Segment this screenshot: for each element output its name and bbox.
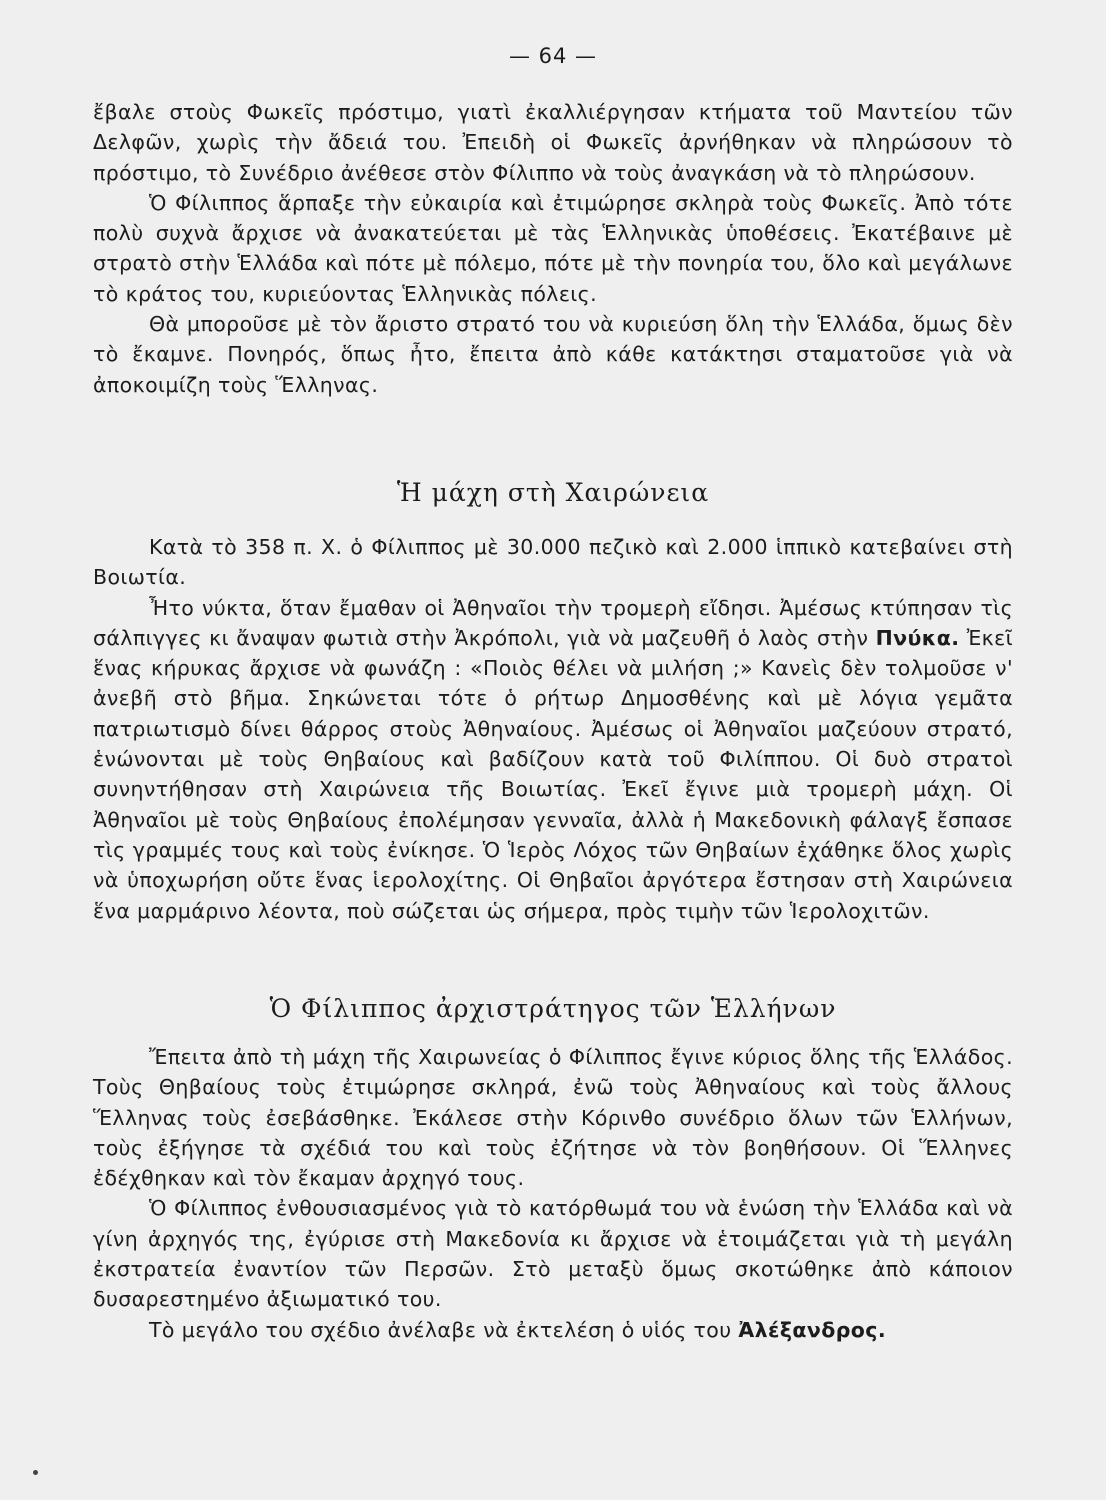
paragraph: Ἔπειτα ἀπὸ τὴ μάχη τῆς Χαιρωνείας ὁ Φίλιππος ἔγινε κύριος ὅλης τῆς Ἑλλάδος. Τοὺς Θηβαίους τοὺς ἐτιμώρησε σκληρά, ἐνῶ τοὺς Ἀθηναίους καὶ τοὺς ἄλλους Ἕλληνας τοὺς ἐσεβάσθηκε. Ἐκάλεσε στὴν Κόρινθο συνέδριο ὅλων τῶν Ἑλλήνων, τοὺς ἐξήγησε τὰ σχέδιά του καὶ τοὺς ἐζήτησε νὰ τὸν βοηθήσουν. Οἱ Ἕλληνες ἐδέχθηκαν καὶ τὸν ἔκαμαν ἀρχηγό τους. bbox=[93, 1045, 1013, 1191]
section-heading-philip: Ὁ Φίλιππος ἀρχιστράτηγος τῶν Ἑλλήνων bbox=[269, 994, 837, 1023]
page-number: — 64 — bbox=[508, 44, 598, 68]
paragraph: Ὁ Φίλιππος ἅρπαξε τὴν εὐκαιρία καὶ ἐτιμώρησε σκληρὰ τοὺς Φωκεῖς. Ἀπὸ τότε πολὺ συχνὰ ἄρχισε νὰ ἀνακατεύεται μὲ τὰς Ἑλληνικὰς ὑποθέσεις. Ἐκατέβαινε μὲ στρατὸ στὴν Ἑλλάδα καὶ πότε μὲ πόλεμο, πότε μὲ τὴν πονηρία του, ὅλο καὶ μεγάλωνε τὸ κράτος του, κυριεύοντας Ἑλληνικὰς πόλεις. bbox=[93, 190, 1013, 306]
section-chaeronea bbox=[93, 532, 1013, 926]
section-intro bbox=[93, 97, 1013, 400]
paragraph: Τὸ μεγάλο του σχέδιο ἀνέλαβε νὰ ἐκτελέση ὁ υἱός του Ἀλέξανδρος. bbox=[149, 1317, 887, 1342]
ink-speck bbox=[33, 1470, 38, 1475]
paragraph: Θὰ μποροῦσε μὲ τὸν ἄριστο στρατό του νὰ κυριεύση ὅλη τὴν Ἑλλάδα, ὅμως δὲν τὸ ἔκαμνε. Πονηρός, ὅπως ἦτο, ἔπειτα ἀπὸ κάθε κατάκτησι σταματοῦσε γιὰ νὰ ἀποκοιμίζη τοὺς Ἕλληνας. bbox=[93, 312, 1013, 397]
paragraph: Ὁ Φίλιππος ἐνθουσιασμένος γιὰ τὸ κατόρθωμά του νὰ ἑνώση τὴν Ἑλλάδα καὶ νὰ γίνη ἀρχηγός της, ἐγύρισε στὴ Μακεδονία κι ἄρχισε νὰ ἑτοιμάζεται γιὰ τὴ μεγάλη ἐκστρατεία ἐναντίον τῶν Περσῶν. Στὸ μεταξὺ ὅμως σκοτώθηκε ἀπὸ κάποιον δυσαρεστημένο ἀξιωματικό του. bbox=[93, 1196, 1013, 1312]
bold-term-pnyx: Πνύκα. bbox=[875, 625, 960, 650]
bold-term-alexander: Ἀλέξανδρος. bbox=[738, 1317, 887, 1342]
section-heading-chaeronea: Ἡ μάχη στὴ Χαιρώνεια bbox=[396, 478, 710, 507]
paragraph: Κατὰ τὸ 358 π. Χ. ὁ Φίλιππος μὲ 30.000 πεζικὸ καὶ 2.000 ἱππικὸ κατεβαίνει στὴ Βοιωτία. bbox=[93, 535, 1013, 590]
section-philip bbox=[93, 1042, 1013, 1345]
paragraph: Ἦτο νύκτα, ὅταν ἔμαθαν οἱ Ἀθηναῖοι τὴν τρομερὴ εἴδησι. Ἀμέσως κτύπησαν τὶς σάλπιγγες κι ἄναψαν φωτιὰ στὴν Ἀκρόπολι, γιὰ νὰ μαζευθῆ ὁ λαὸς στὴν Πνύκα. Ἐκεῖ ἕνας κήρυκας ἄρχισε νὰ φωνάζη : «Ποιὸς θέλει νὰ μιλήση ;» Κανεὶς δὲν τολμοῦσε ν' ἀνεβῆ στὸ βῆμα. Σηκώνεται τότε ὁ ρήτωρ Δημοσθένης καὶ μὲ λόγια γεμᾶτα πατριωτισμὸ δίνει θάρρος στοὺς Ἀθηναίους. Ἀμέσως οἱ Ἀθηναῖοι μαζεύουν στρατό, ἑνώνονται μὲ τοὺς Θηβαίους καὶ βαδίζουν κατὰ τοῦ Φιλίππου. Οἱ δυὸ στρατοὶ συνηντήθησαν στὴ Χαιρώνεια τῆς Βοιωτίας. Ἐκεῖ ἔγινε μιὰ τρομερὴ μάχη. Οἱ Ἀθηναῖοι μὲ τοὺς Θηβαίους ἐπολέμησαν γενναῖα, ἀλλὰ ἡ Μακεδονικὴ φάλαγξ ἔσπασε τὶς γραμμές τους καὶ τοὺς ἐνίκησε. Ὁ Ἱερὸς Λόχος τῶν Θηβαίων ἐχάθηκε ὅλος χωρὶς νὰ ὑποχωρήση οὔτε ἕνας ἱερολοχίτης. Οἱ Θηβαῖοι ἀργότερα ἔστησαν στὴ Χαιρώνεια ἕνα μαρμάρινο λέοντα, ποὺ σώζεται ὡς σήμερα, πρὸς τιμὴν τῶν Ἱερολοχιτῶν. bbox=[93, 595, 1013, 923]
paragraph: ἔβαλε στοὺς Φωκεῖς πρόστιμο, γιατὶ ἐκαλλιέργησαν κτήματα τοῦ Μαντείου τῶν Δελφῶν, χωρὶς τὴν ἄδειά του. Ἐπειδὴ οἱ Φωκεῖς ἀρνήθηκαν νὰ πληρώσουν τὸ πρόστιμο, τὸ Συνέδριο ἀνέθεσε στὸν Φίλιππο νὰ τοὺς ἀναγκάση νὰ τὸ πληρώσουν. bbox=[93, 100, 1013, 185]
